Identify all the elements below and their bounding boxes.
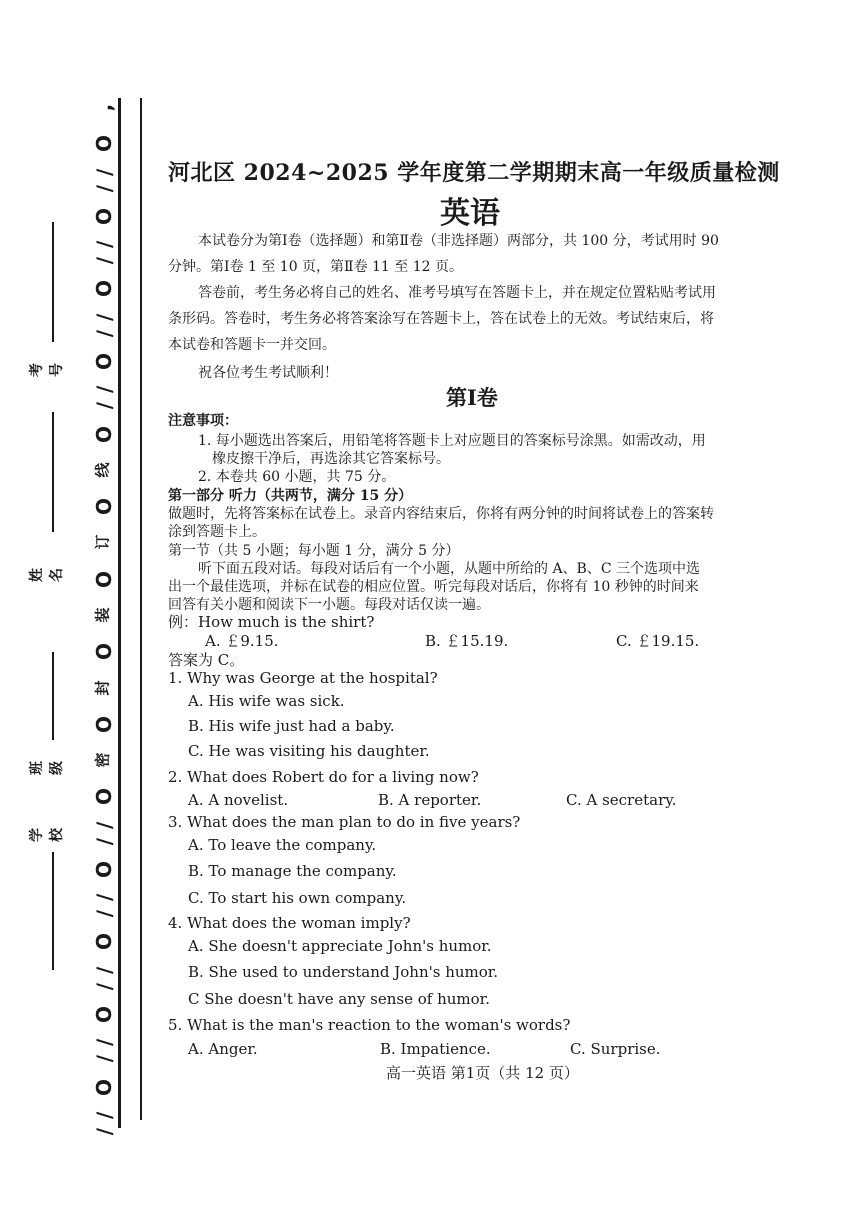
intro-line-6: 祝各位考生考试顺利！ [198,365,338,381]
note-1a: 1. 每小题选出答案后，用铅笔将答题卡上对应题目的答案标号涂黑。如需改动，用 [198,433,706,449]
school-field[interactable] [52,852,54,970]
section-title: 第Ⅰ卷 [446,385,498,410]
school-label: 学校 [29,828,65,842]
question-1-option-b: B. His wife just had a baby. [188,717,395,735]
subject-title: 英语 [440,196,500,231]
sub-line-3: 回答有关小题和阅读下一小题。每段对话仅读一遍。 [168,597,490,613]
name-label: 姓名 [29,568,65,582]
sub-line-2: 出一个最佳选项，并标在试卷的相应位置。听完每段对话后，你将有 10 秒钟的时间来 [168,579,699,595]
name-field[interactable] [52,412,54,532]
class-label: 班级 [29,761,65,775]
example-option-b: B. ￡15.19. [425,632,509,650]
question-4-option-b: B. She used to understand John's humor. [188,963,499,981]
notes-heading: 注意事项： [168,413,238,429]
part-title: 第一部分 听力（共两节，满分 15 分） [168,488,413,504]
intro-line-3: 答卷前，考生务必将自己的姓名、准考号填写在答题卡上，并在规定位置粘贴考试用 [198,285,716,301]
question-3-option-c: C. To start his own company. [188,889,407,907]
question-5-stem: 5. What is the man's reaction to the woman's words? [168,1016,571,1034]
seal-line: , O / / O / / O / / O / / O 线 O 订 O 装 O 封 O 密 O / / O / / O / / O / / O / / [91,102,116,1136]
question-2-option-b: B. A reporter. [378,791,482,809]
exam-title: 河北区 2024~2025 学年度第二学期期末高一年级质量检测 [168,160,780,186]
intro-line-2: 分钟。第Ⅰ卷 1 至 10 页，第Ⅱ卷 11 至 12 页。 [168,259,463,275]
note-1b: 橡皮擦干净后，再选涂其它答案标号。 [212,451,450,467]
example-answer: 答案为 C。 [168,651,245,669]
intro-line-4: 条形码。答卷时，考生务必将答案涂写在答题卡上，答在试卷上的无效。考试结束后，将 [168,311,714,327]
seal-char-feng: 封 [93,679,112,696]
seal-char-xian: 线 [93,462,112,478]
exam-number-field[interactable] [52,222,54,342]
class-field[interactable] [52,652,54,740]
binding-line-inner [140,98,142,1120]
page-footer: 高一英语 第1页（共 12 页） [386,1064,579,1082]
question-4-stem: 4. What does the woman imply? [168,914,411,932]
question-1-stem: 1. Why was George at the hospital? [168,669,438,687]
sub-line-1: 听下面五段对话。每段对话后有一个小题，从题中所给的 A、B、C 三个选项中选 [198,561,701,577]
seal-char-zhuang: 装 [93,607,112,623]
part-line-2: 涂到答题卡上。 [168,524,266,540]
example-option-a: A. ￡9.15. [205,632,279,650]
question-4-option-c: C She doesn't have any sense of humor. [188,990,490,1008]
sub-title: 第一节（共 5 小题；每小题 1 分，满分 5 分） [168,543,460,559]
question-2-option-c: C. A secretary. [566,791,677,809]
question-3-option-a: A. To leave the company. [188,836,377,854]
question-4-option-a: A. She doesn't appreciate John's humor. [188,937,492,955]
question-1-option-a: A. His wife was sick. [188,692,345,710]
example-option-c: C. ￡19.15. [616,632,700,650]
example-question: 例：How much is the shirt? [168,613,375,631]
note-2: 2. 本卷共 60 小题，共 75 分。 [198,469,396,485]
question-1-option-c: C. He was visiting his daughter. [188,742,430,760]
question-5-option-b: B. Impatience. [380,1040,491,1058]
question-5-option-c: C. Surprise. [570,1040,661,1058]
question-2-option-a: A. A novelist. [188,791,289,809]
question-3-stem: 3. What does the man plan to do in five years? [168,813,521,831]
intro-line-1: 本试卷分为第Ⅰ卷（选择题）和第Ⅱ卷（非选择题）两部分，共 100 分，考试用时 90 [198,233,719,249]
exam-number-label: 考号 [29,363,65,377]
intro-line-5: 本试卷和答题卡一并交回。 [168,337,336,353]
seal-char-mi: 密 [93,752,112,768]
seal-char-ding: 订 [93,534,112,550]
part-line-1: 做题时，先将答案标在试卷上。录音内容结束后，你将有两分钟的时间将试卷上的答案转 [168,506,714,522]
question-3-option-b: B. To manage the company. [188,862,397,880]
question-5-option-a: A. Anger. [188,1040,258,1058]
question-2-stem: 2. What does Robert do for a living now? [168,768,479,786]
